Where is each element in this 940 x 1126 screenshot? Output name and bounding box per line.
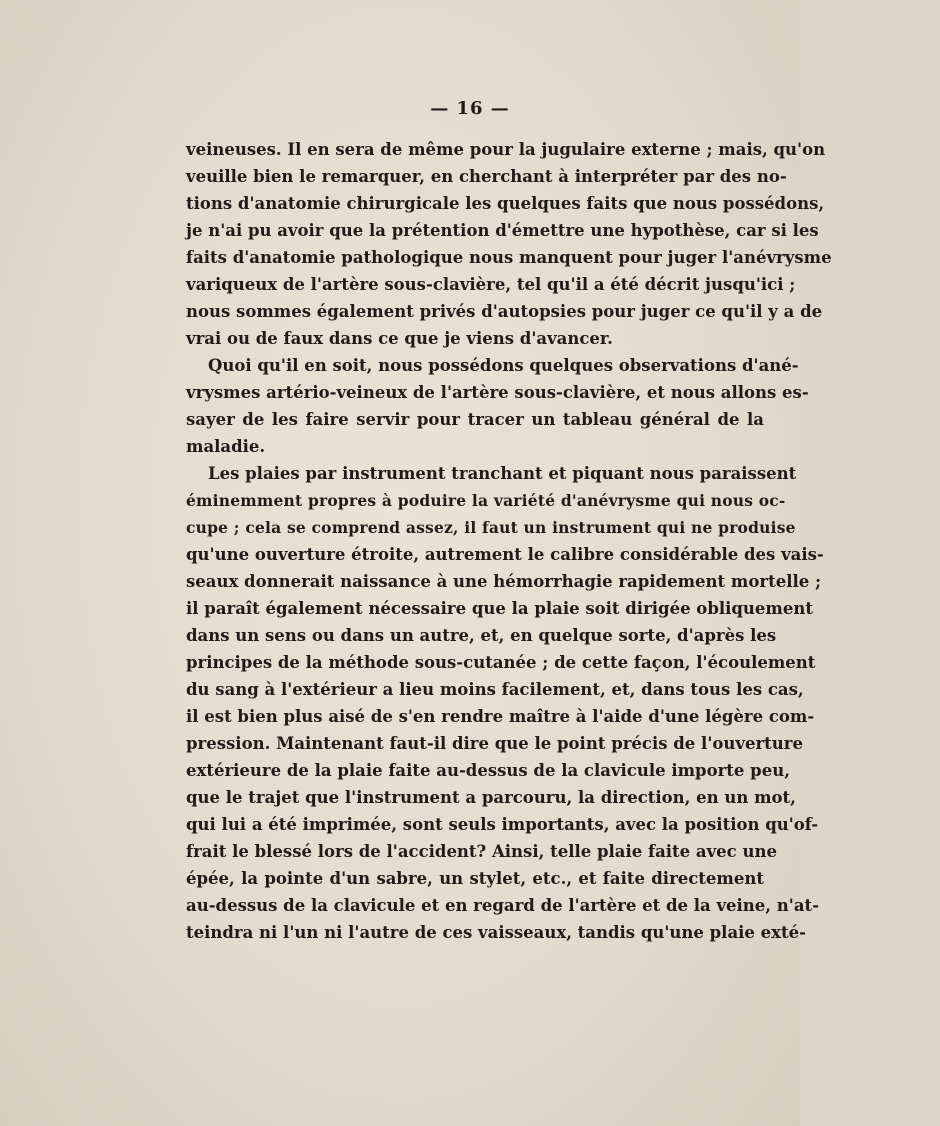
- text-line: qui lui a été imprimée, sont seuls importants, avec la position qu'of-: [186, 815, 819, 834]
- text-line: seaux donnerait naissance à une hémorrhagie rapidement mortelle ;: [186, 572, 822, 591]
- text-line: faits d'anatomie pathologique nous manquent pour juger l'anévrysme: [186, 248, 832, 267]
- text-line: que le trajet que l'instrument a parcouru, la direction, en un mot,: [186, 788, 796, 807]
- text-line: je n'ai pu avoir que la prétention d'émettre une hypothèse, car si les: [186, 221, 819, 240]
- text-line: variqueux de l'artère sous-clavière, tel qu'il a été décrit jusqu'ici ;: [186, 275, 796, 294]
- text-line: pression. Maintenant faut-il dire que le point précis de l'ouverture: [186, 734, 803, 753]
- text-line: sayer de les faire servir pour tracer un tableau général de la: [186, 410, 764, 429]
- body-text: [186, 136, 832, 946]
- text-line: extérieure de la plaie faite au-dessus de la clavicule importe peu,: [186, 761, 790, 780]
- text-line: du sang à l'extérieur a lieu moins facilement, et, dans tous les cas,: [186, 680, 804, 699]
- text-line: il est bien plus aisé de s'en rendre maître à l'aide d'une légère com-: [186, 707, 815, 726]
- text-line: veuille bien le remarquer, en cherchant à interpréter par des no-: [186, 167, 787, 186]
- text-line: épée, la pointe d'un sabre, un stylet, etc., et faite directement: [186, 869, 764, 888]
- text-line: teindra ni l'un ni l'autre de ces vaisseaux, tandis qu'une plaie exté-: [186, 923, 806, 942]
- text-line: tions d'anatomie chirurgicale les quelques faits que nous possédons,: [186, 194, 825, 213]
- text-line: éminemment propres à poduire la variété d'anévrysme qui nous oc-: [186, 491, 786, 510]
- text-line: veineuses. Il en sera de même pour la jugulaire externe ; mais, qu'on: [186, 140, 826, 159]
- text-line: Les plaies par instrument tranchant et piquant nous paraissent: [208, 464, 797, 483]
- text-line: maladie.: [186, 437, 266, 456]
- text-line: Quoi qu'il en soit, nous possédons quelques observations d'ané-: [208, 356, 799, 375]
- text-line: cupe ; cela se comprend assez, il faut un instrument qui ne produise: [186, 518, 796, 537]
- text-line: qu'une ouverture étroite, autrement le calibre considérable des vais-: [186, 545, 824, 564]
- text-line: il paraît également nécessaire que la plaie soit dirigée obliquement: [186, 599, 813, 618]
- page-number: — 16 —: [430, 98, 510, 119]
- text-line: nous sommes également privés d'autopsies pour juger ce qu'il y a de: [186, 302, 823, 321]
- text-line: principes de la méthode sous-cutanée ; de cette façon, l'écoulement: [186, 653, 816, 672]
- text-line: vrysmes artério-veineux de l'artère sous-clavière, et nous allons es-: [186, 383, 809, 402]
- text-line: dans un sens ou dans un autre, et, en quelque sorte, d'après les: [186, 626, 777, 645]
- text-line: vrai ou de faux dans ce que je viens d'avancer.: [186, 329, 613, 348]
- text-line: au-dessus de la clavicule et en regard de l'artère et de la veine, n'at-: [186, 896, 820, 915]
- text-line: frait le blessé lors de l'accident? Ainsi, telle plaie faite avec une: [186, 842, 777, 861]
